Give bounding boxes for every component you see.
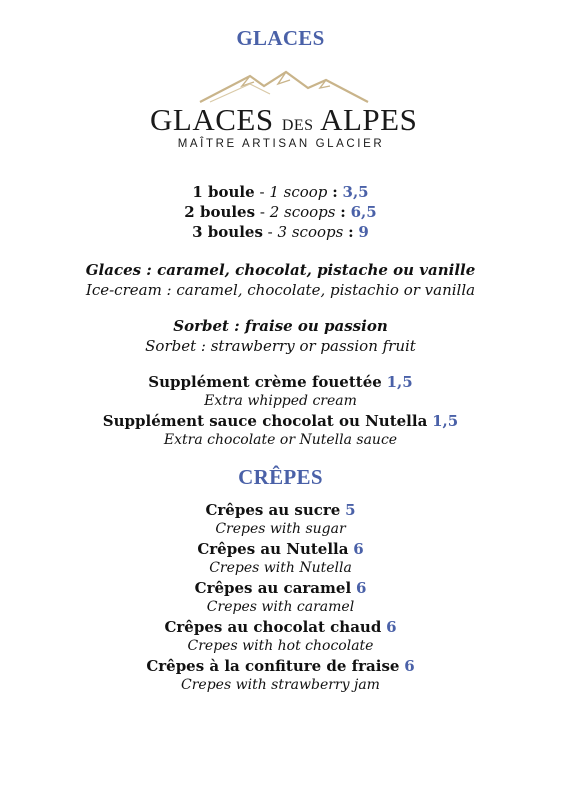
logo-name-a: GLACES <box>150 102 274 137</box>
extra-english: Extra chocolate or Nutella sauce <box>163 432 398 448</box>
extra-french: Supplément sauce chocolat ou Nutella <box>102 412 428 430</box>
flavors-block <box>0 260 561 300</box>
price: 5 <box>345 501 356 519</box>
crepe-line <box>0 500 561 520</box>
crepe-line <box>0 617 561 637</box>
crepe-english: Crepes with Nutella <box>209 560 352 576</box>
price: 6 <box>353 540 364 558</box>
glaces-title: GLACES <box>236 26 325 50</box>
colon: : <box>348 223 354 241</box>
price: 6,5 <box>350 203 377 221</box>
price: 9 <box>358 223 369 241</box>
scoop-label: 2 boules <box>184 203 256 221</box>
price: 6 <box>355 579 367 597</box>
crepe-french: Crêpes au sucre <box>205 501 341 519</box>
crepe-french: Crêpes au caramel <box>194 579 352 597</box>
crepe-english: Crepes with hot chocolate <box>187 638 374 654</box>
scoop-english: 1 scoop <box>269 183 328 201</box>
sorbet-block <box>0 316 561 356</box>
extra-english: Extra whipped cream <box>204 393 357 409</box>
price: 1,5 <box>432 412 459 430</box>
extra-french: Supplément crème fouettée <box>148 373 382 391</box>
price: 6 <box>404 657 415 675</box>
sorbet-english: Sorbet : strawberry or passion fruit <box>145 337 416 355</box>
colon: : <box>332 183 338 201</box>
extra-line <box>0 372 561 392</box>
crepes-list <box>0 500 561 695</box>
crepe-line <box>0 539 561 559</box>
logo-name-b: ALPES <box>320 102 418 137</box>
extras-block <box>0 372 561 450</box>
crepe-french: Crêpes à la confiture de fraise <box>146 657 400 675</box>
separator: - <box>259 183 265 201</box>
flavors-french: Glaces : caramel, chocolat, pistache ou vanille <box>85 261 476 279</box>
crepes-title: CRÊPES <box>238 465 323 489</box>
scoop-line <box>0 222 561 242</box>
scoop-english: 2 scoops <box>269 203 336 221</box>
scoop-line <box>0 202 561 222</box>
logo-name-des: DES <box>281 117 314 134</box>
crepe-english: Crepes with caramel <box>206 599 355 615</box>
crepe-line <box>0 578 561 598</box>
colon: : <box>340 203 346 221</box>
crepe-english: Crepes with sugar <box>215 521 346 537</box>
crepe-french: Crêpes au Nutella <box>197 540 349 558</box>
scoop-label: 3 boules <box>192 223 263 241</box>
separator: - <box>259 203 265 221</box>
scoop-label: 1 boule <box>192 183 255 201</box>
crepe-line <box>0 656 561 676</box>
sorbet-french: Sorbet : fraise ou passion <box>173 317 388 335</box>
price: 1,5 <box>386 373 413 391</box>
logo-name <box>150 102 418 138</box>
price: 6 <box>386 618 397 636</box>
separator: - <box>267 223 273 241</box>
scoop-prices <box>0 182 561 242</box>
crepe-french: Crêpes au chocolat chaud <box>164 618 382 636</box>
flavors-english: Ice-cream : caramel, chocolate, pistachio or vanilla <box>85 281 476 299</box>
scoop-english: 3 scoops <box>277 223 344 241</box>
logo-tagline: MAÎTRE ARTISAN GLACIER <box>177 138 385 150</box>
scoop-line <box>0 182 561 202</box>
extra-line <box>0 411 561 431</box>
glaces-des-alpes-logo <box>150 68 418 158</box>
price: 3,5 <box>342 183 369 201</box>
crepe-english: Crepes with strawberry jam <box>181 677 380 693</box>
